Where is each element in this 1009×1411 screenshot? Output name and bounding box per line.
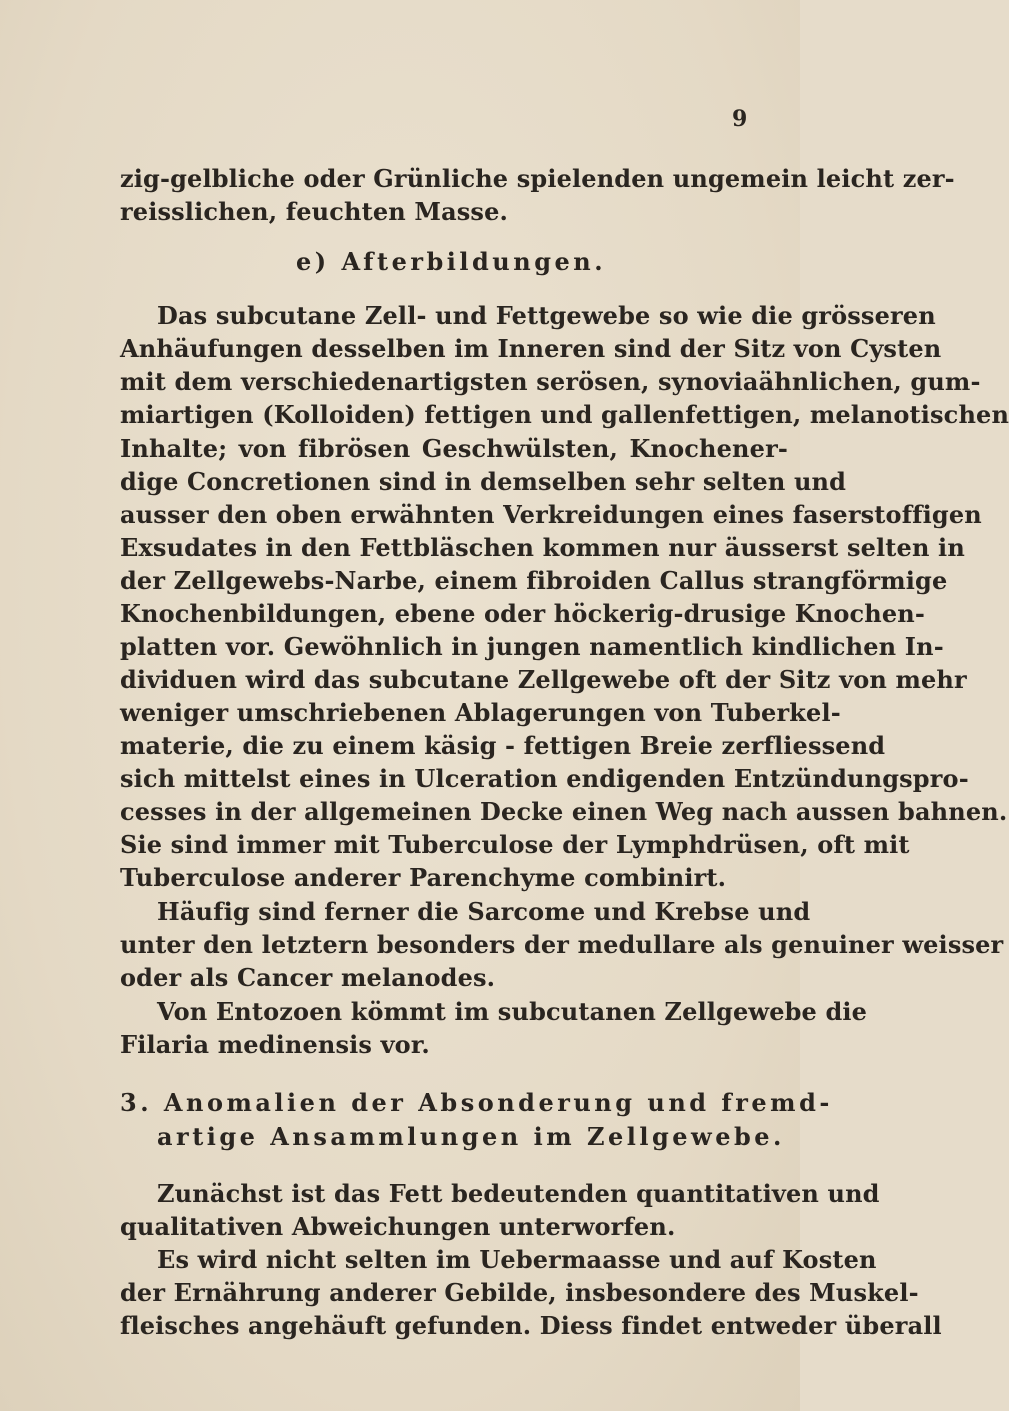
text-line: der Zellgewebs-Narbe, einem fibroiden Callus strangförmige [120, 566, 948, 595]
text-line: zig-gelbliche oder Grünliche spielenden ungemein leicht zer- [120, 164, 955, 193]
text-line: oder als Cancer melanodes. [120, 963, 496, 992]
text-line: Knochenbildungen, ebene oder höckerig-drusige Knochen- [120, 599, 925, 628]
text-line: Anhäufungen desselben im Inneren sind der Sitz von Cysten [120, 334, 942, 363]
text-line: mit dem verschiedenartigsten serösen, synoviaähnlichen, gum- [120, 367, 981, 396]
text-line: qualitativen Abweichungen unterworfen. [120, 1212, 676, 1241]
section-heading: artige Ansammlungen im Zellgewebe. [157, 1122, 785, 1151]
text-line: ausser den oben erwähnten Verkreidungen eines faserstoffigen [120, 500, 982, 529]
text-line: reisslichen, feuchten Masse. [120, 197, 509, 226]
text-line: dividuen wird das subcutane Zellgewebe oft der Sitz von mehr [120, 665, 967, 694]
text-line: unter den letztern besonders der medullare als genuiner weisser [120, 930, 1004, 959]
text-line: fleisches angehäuft gefunden. Diess findet entweder überall [120, 1311, 942, 1340]
text-line: Es wird nicht selten im Uebermaasse und auf Kosten [157, 1245, 877, 1274]
text-line: miartigen (Kolloiden) fettigen und gallenfettigen, melanotischen [120, 400, 1009, 429]
text-line: materie, die zu einem käsig - fettigen Breie zerfliessend [120, 731, 886, 760]
text-line: Sie sind immer mit Tuberculose der Lymphdrüsen, oft mit [120, 830, 910, 859]
text-line: weniger umschriebenen Ablagerungen von Tuberkel- [120, 698, 841, 727]
text-line: cesses in der allgemeinen Decke einen Weg nach aussen bahnen. [120, 797, 1008, 826]
text-line: platten vor. Gewöhnlich in jungen namentlich kindlichen In- [120, 632, 944, 661]
text-line: Tuberculose anderer Parenchyme combinirt. [120, 863, 727, 892]
text-line: der Ernährung anderer Gebilde, insbesondere des Muskel- [120, 1278, 919, 1307]
section-heading: e) Afterbildungen. [296, 247, 607, 276]
text-line: Von Entozoen kömmt im subcutanen Zellgewebe die [157, 997, 868, 1026]
text-line: sich mittelst eines in Ulceration endigenden Entzündungspro- [120, 764, 969, 793]
text-line: Zunächst ist das Fett bedeutenden quantitativen und [157, 1179, 880, 1208]
text-line: Filaria medinensis vor. [120, 1030, 430, 1059]
page-number: 9 [732, 106, 748, 132]
section-heading: 3. Anomalien der Absonderung und fremd- [120, 1088, 833, 1117]
text-line: Häufig sind ferner die Sarcome und Krebse und [157, 897, 811, 926]
text-line: Das subcutane Zell- und Fettgewebe so wie die grösseren [157, 301, 936, 330]
text-line: Inhalte; von fibrösen Geschwülsten, Knochener- [120, 434, 788, 463]
text-line: Exsudates in den Fettbläschen kommen nur äusserst selten in [120, 533, 965, 562]
text-line: dige Concretionen sind in demselben sehr selten und [120, 467, 847, 496]
